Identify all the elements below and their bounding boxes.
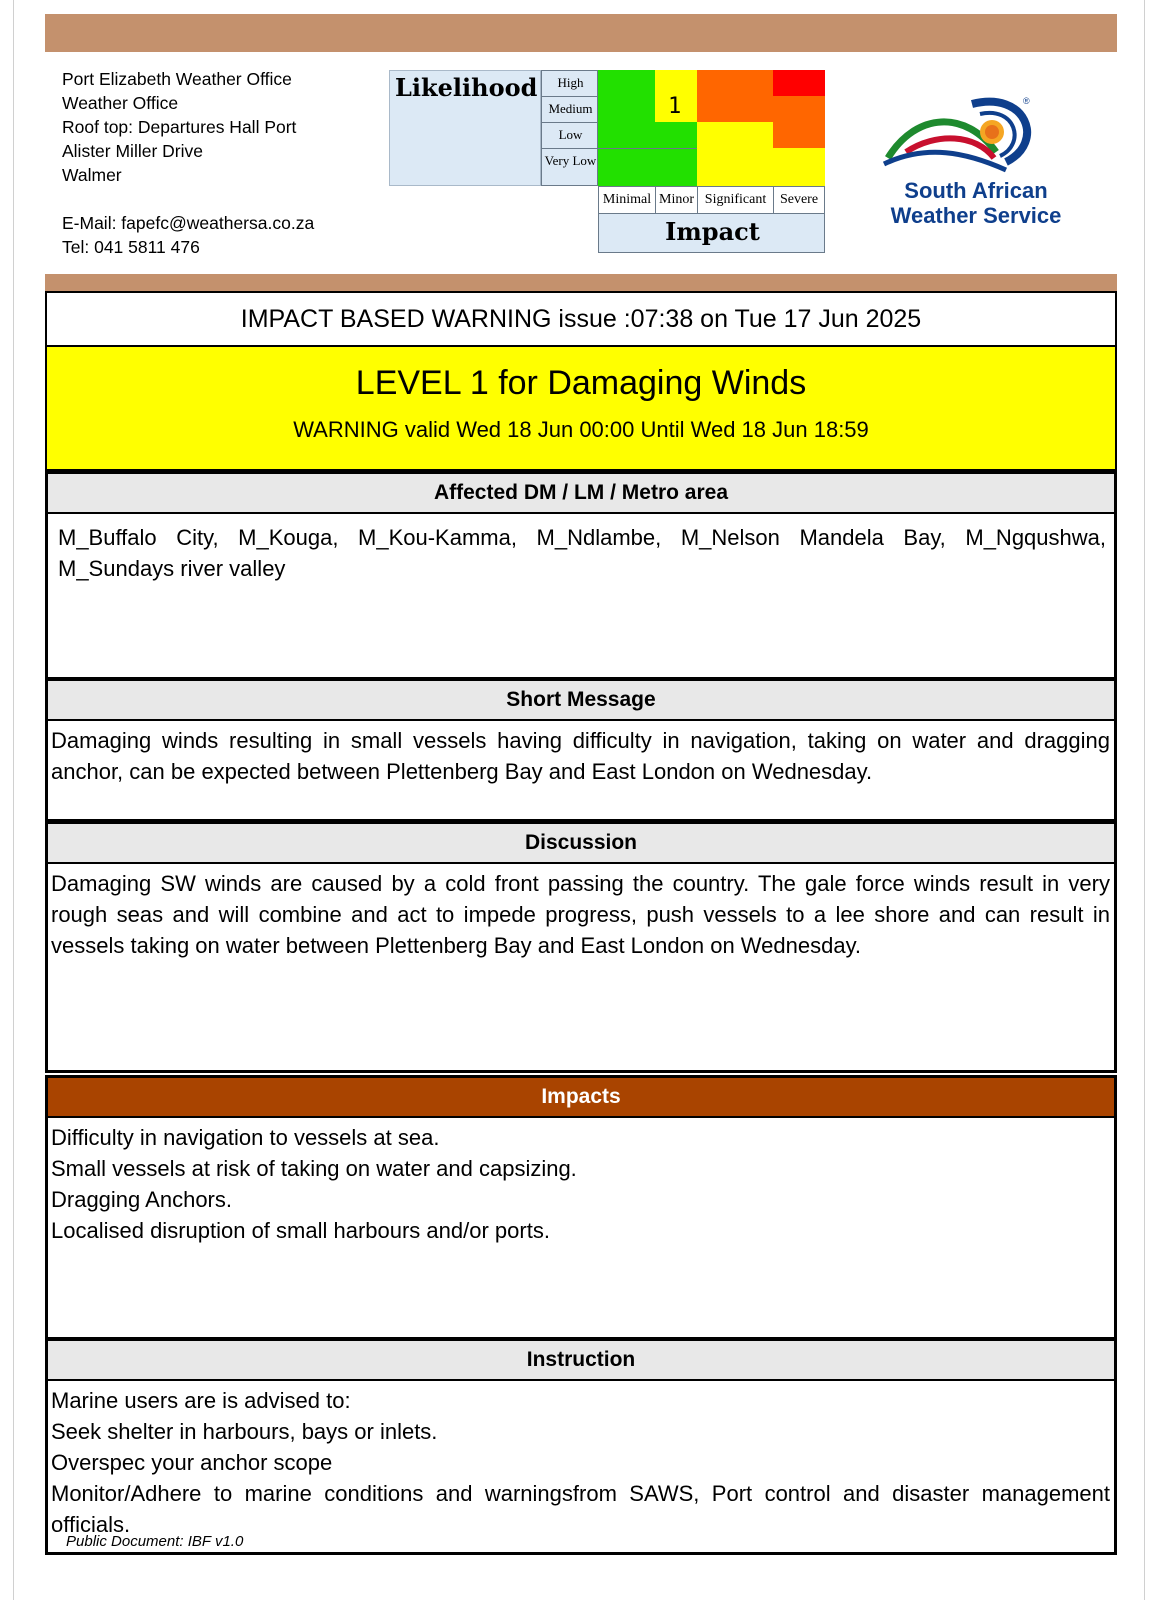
- impact-minimal: Minimal: [599, 187, 656, 214]
- cell-high-minor: [655, 70, 697, 96]
- likelihood-title: Likelihood: [395, 73, 538, 102]
- warning-level-title: LEVEL 1 for Damaging Winds: [355, 364, 807, 402]
- instruction-list: [48, 1381, 1114, 1540]
- office-line: Alister Miller Drive: [62, 141, 203, 161]
- impacts-list: [48, 1118, 1114, 1246]
- saws-emblem-icon: [876, 92, 1076, 178]
- likelihood-levels: [541, 70, 598, 186]
- impact-item: Dragging Anchors.: [51, 1187, 232, 1212]
- instruction-item: Overspec your anchor scope: [51, 1450, 333, 1475]
- cell-low-significant: [697, 122, 773, 148]
- cell-medium-significant: [697, 96, 773, 122]
- cell-verylow-minimal: [598, 148, 655, 186]
- warning-level-banner: [45, 347, 1117, 471]
- header-divider-band: [45, 274, 1117, 291]
- likelihood-very-low: Very Low: [544, 153, 597, 168]
- section-title: Impacts: [48, 1078, 1114, 1118]
- cell-medium-minor: [655, 96, 697, 122]
- short-message-text: Damaging winds resulting in small vessels having difficulty in navigation, taking on water and dragging anchor, can be expected between Plettenberg Bay and East London on Wednesday.: [51, 728, 1110, 784]
- cell-verylow-severe: [773, 148, 825, 186]
- cell-low-severe: [773, 122, 825, 148]
- impact-item: Small vessels at risk of taking on water and capsizing.: [51, 1156, 577, 1181]
- selected-level: 1: [668, 94, 682, 119]
- discussion-section: [45, 821, 1117, 1073]
- section-title: Affected DM / LM / Metro area: [48, 474, 1114, 514]
- impact-severe: Severe: [774, 187, 824, 214]
- cell-verylow-significant: [697, 148, 773, 186]
- office-line: Port Elizabeth Weather Office: [62, 69, 292, 89]
- impact-item: Localised disruption of small harbours and/or ports.: [51, 1218, 550, 1243]
- logo-line-1: South African: [904, 178, 1048, 203]
- impact-item: Difficulty in navigation to vessels at sea.: [51, 1125, 440, 1150]
- impact-significant: Significant: [698, 187, 774, 214]
- section-title: Instruction: [48, 1341, 1114, 1381]
- likelihood-low: Low: [542, 123, 599, 149]
- saws-logo: [876, 92, 1076, 237]
- office-address: [62, 67, 314, 259]
- header-band: [45, 14, 1117, 52]
- saws-logo-text: [876, 178, 1076, 228]
- cell-high-minimal: [598, 70, 655, 96]
- instruction-item: Seek shelter in harbours, bays or inlets.: [51, 1419, 438, 1444]
- discussion-text: Damaging SW winds are caused by a cold front passing the country. The gale force winds result in very rough seas and will combine and act to impede progress, push vessels to a lee shore and can result in vessels taking on water between Plettenberg Bay and East London on Wednesday.: [51, 871, 1110, 958]
- cell-low-minor: [655, 122, 697, 148]
- affected-areas-section: [45, 471, 1117, 680]
- affected-areas-text: M_Buffalo City, M_Kouga, M_Kou-Kamma, M_Ndlambe, M_Nelson Mandela Bay, M_Ngqushwa, M_Sundays river valley: [58, 525, 1106, 581]
- cell-medium-severe: [773, 96, 825, 122]
- likelihood-medium: Medium: [542, 97, 599, 123]
- office-line: Weather Office: [62, 93, 179, 113]
- section-title: Short Message: [48, 681, 1114, 721]
- cell-high-significant: [697, 70, 773, 96]
- office-line: Roof top: Departures Hall Port: [62, 117, 297, 137]
- office-line: Walmer: [62, 165, 122, 185]
- instruction-item: Monitor/Adhere to marine conditions and warningsfrom SAWS, Port control and disaster management officials.: [51, 1481, 1110, 1537]
- impacts-section: [45, 1075, 1117, 1340]
- impact-minor: Minor: [656, 187, 698, 214]
- short-message-section: [45, 678, 1117, 822]
- cell-low-minimal: [598, 122, 655, 148]
- issue-header: IMPACT BASED WARNING issue :07:38 on Tue 17 Jun 2025: [45, 291, 1117, 347]
- office-tel: Tel: 041 5811 476: [62, 237, 200, 257]
- instruction-section: [45, 1338, 1117, 1555]
- cell-verylow-minor: [655, 148, 697, 186]
- risk-matrix: [389, 70, 825, 253]
- likelihood-box: [389, 70, 541, 186]
- section-title: Discussion: [48, 824, 1114, 864]
- office-email: E-Mail: fapefc@weathersa.co.za: [62, 213, 315, 233]
- logo-line-2: Weather Service: [890, 203, 1062, 228]
- footer-note: Public Document: IBF v1.0: [66, 1533, 244, 1550]
- instruction-item: Marine users are is advised to:: [51, 1388, 351, 1413]
- impact-title: Impact: [665, 217, 760, 246]
- cell-medium-minimal: [598, 96, 655, 122]
- likelihood-high: High: [542, 71, 599, 97]
- registered-mark: ®: [1023, 96, 1030, 106]
- impact-axis: [598, 186, 825, 253]
- cell-high-severe: [773, 70, 825, 96]
- warning-valid-period: WARNING valid Wed 18 Jun 00:00 Until Wed 18 Jun 18:59: [293, 417, 869, 442]
